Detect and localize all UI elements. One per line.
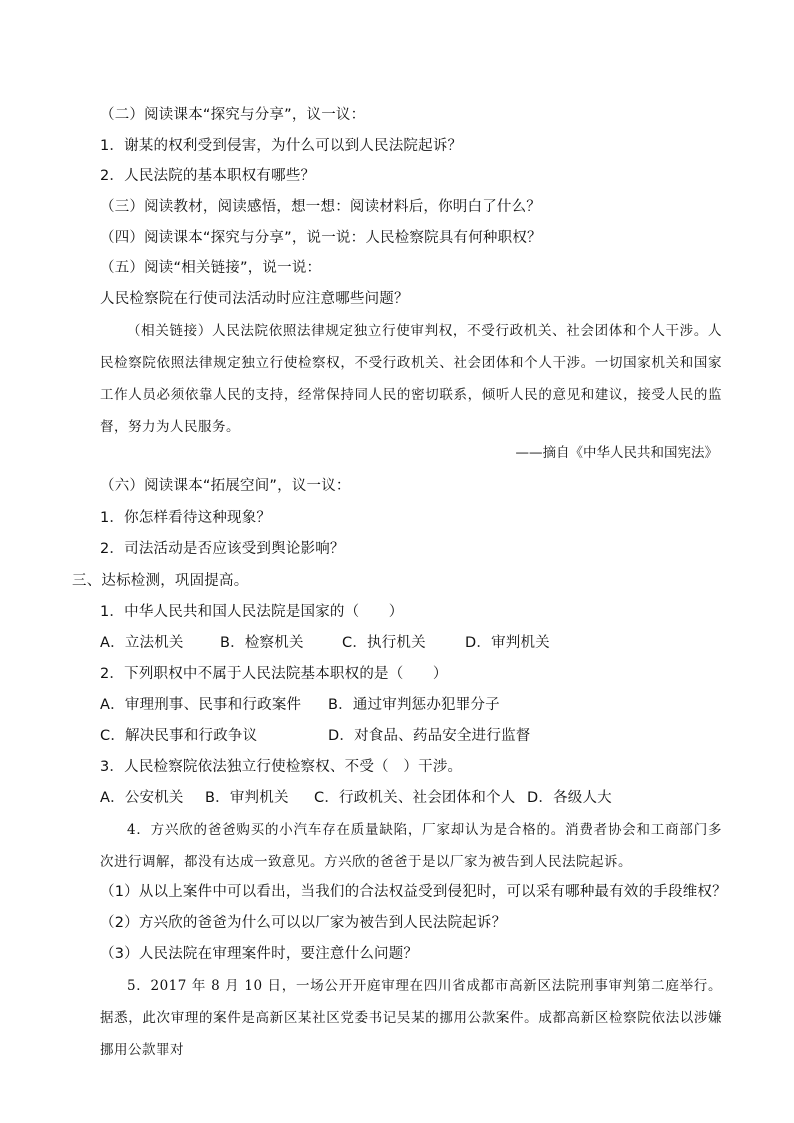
exercise-4-subquestion-3: （3）人民法院在审理案件时，要注意什么问题？ [100, 946, 419, 962]
section-6-title: （六）阅读课本“拓展空间”，议一议： [100, 478, 351, 494]
exercise-3-stem: 3．人民检察院依法独立行使检察权、不受（ ）干涉。 [100, 759, 463, 775]
section-3-title: （三）阅读教材，阅读感悟，想一想：阅读材料后，你明白了什么？ [100, 199, 541, 215]
section-2-title: （二）阅读课本“探究与分享”，议一议： [100, 107, 366, 123]
exercise-4-subquestion-2: （2）方兴欣的爸爸为什么可以以厂家为被告到人民法院起诉？ [100, 915, 507, 931]
exercise-4-subquestion-1: （1）从以上案件中可以看出，当我们的合法权益受到侵犯时，可以采有哪种最有效的手段维权？ [100, 884, 727, 900]
section-6-question-2: 2．司法活动是否应该受到舆论影响？ [100, 541, 345, 557]
exercise-4-stem: 4．方兴欣的爸爸购买的小汽车存在质量缺陷，厂家却认为是合格的。消费者协会和工商部门多次进行调解，都没有达成一致意见。方兴欣的爸爸于是以厂家为被告到人民法院起诉。 [100, 822, 722, 870]
exercise-3-option-a: A．公安机关 [100, 790, 184, 806]
exercise-1-option-d: D．审判机关 [465, 635, 550, 651]
part-3-heading: 三、达标检测，巩固提高。 [72, 573, 249, 589]
section-2-question-1: 1．谢某的权利受到侵害，为什么可以到人民法院起诉？ [100, 138, 463, 154]
exercise-3-option-b: B．审判机关 [205, 790, 289, 806]
exercise-1-option-a: A．立法机关 [100, 635, 184, 651]
exercise-2-option-b: B．通过审判惩办犯罪分子 [328, 697, 500, 713]
source-citation: ——摘自《中华人民共和国宪法》 [515, 445, 718, 461]
exercise-2-stem: 2．下列职权中不属于人民法院基本职权的是（ ） [100, 666, 448, 682]
exercise-1-option-b: B．检察机关 [220, 635, 304, 651]
related-link-paragraph: （相关链接）人民法院依照法律规定独立行使审判权，不受行政机关、社会团体和个人干涉。人民检察院依照法律规定独立行使检察权，不受行政机关、社会团体和个人干涉。一切国家机关和国家工作人员必须依靠人民的支持，经常保持同人民的密切联系，倾听人民的意见和建议，接受人民的监督，努力为人民服务。 [100, 323, 722, 435]
exercise-5-stem: 5．2017 年 8 月 10 日，一场公开开庭审理在四川省成都市高新区法院刑事审判第二庭举行。据悉，此次审理的案件是高新区某社区党委书记吴某的挪用公款案件。成都高新区检察院依法以涉嫌挪用公款罪对 [100, 978, 722, 1058]
exercise-3-option-d: D．各级人大 [527, 790, 612, 806]
exercise-2-option-c: C．解决民事和行政争议 [100, 728, 258, 744]
section-5-question: 人民检察院在行使司法活动时应注意哪些问题？ [100, 291, 409, 307]
exercise-1-stem: 1．中华人民共和国人民法院是国家的（ ） [100, 604, 404, 620]
section-5-title: （五）阅读“相关链接”，说一说： [100, 260, 322, 276]
section-2-question-2: 2．人民法院的基本职权有哪些？ [100, 168, 316, 184]
exercise-2-option-a: A．审理刑事、民事和行政案件 [100, 697, 302, 713]
exercise-1-option-c: C．执行机关 [342, 635, 426, 651]
exercise-3-option-c: C．行政机关、社会团体和个人 [314, 790, 516, 806]
exercise-2-option-d: D．对食品、药品安全进行监督 [328, 728, 531, 744]
section-4-title: （四）阅读课本“探究与分享”，说一说：人民检察院具有何种职权？ [100, 230, 542, 246]
section-6-question-1: 1．你怎样看待这种现象？ [100, 510, 272, 526]
